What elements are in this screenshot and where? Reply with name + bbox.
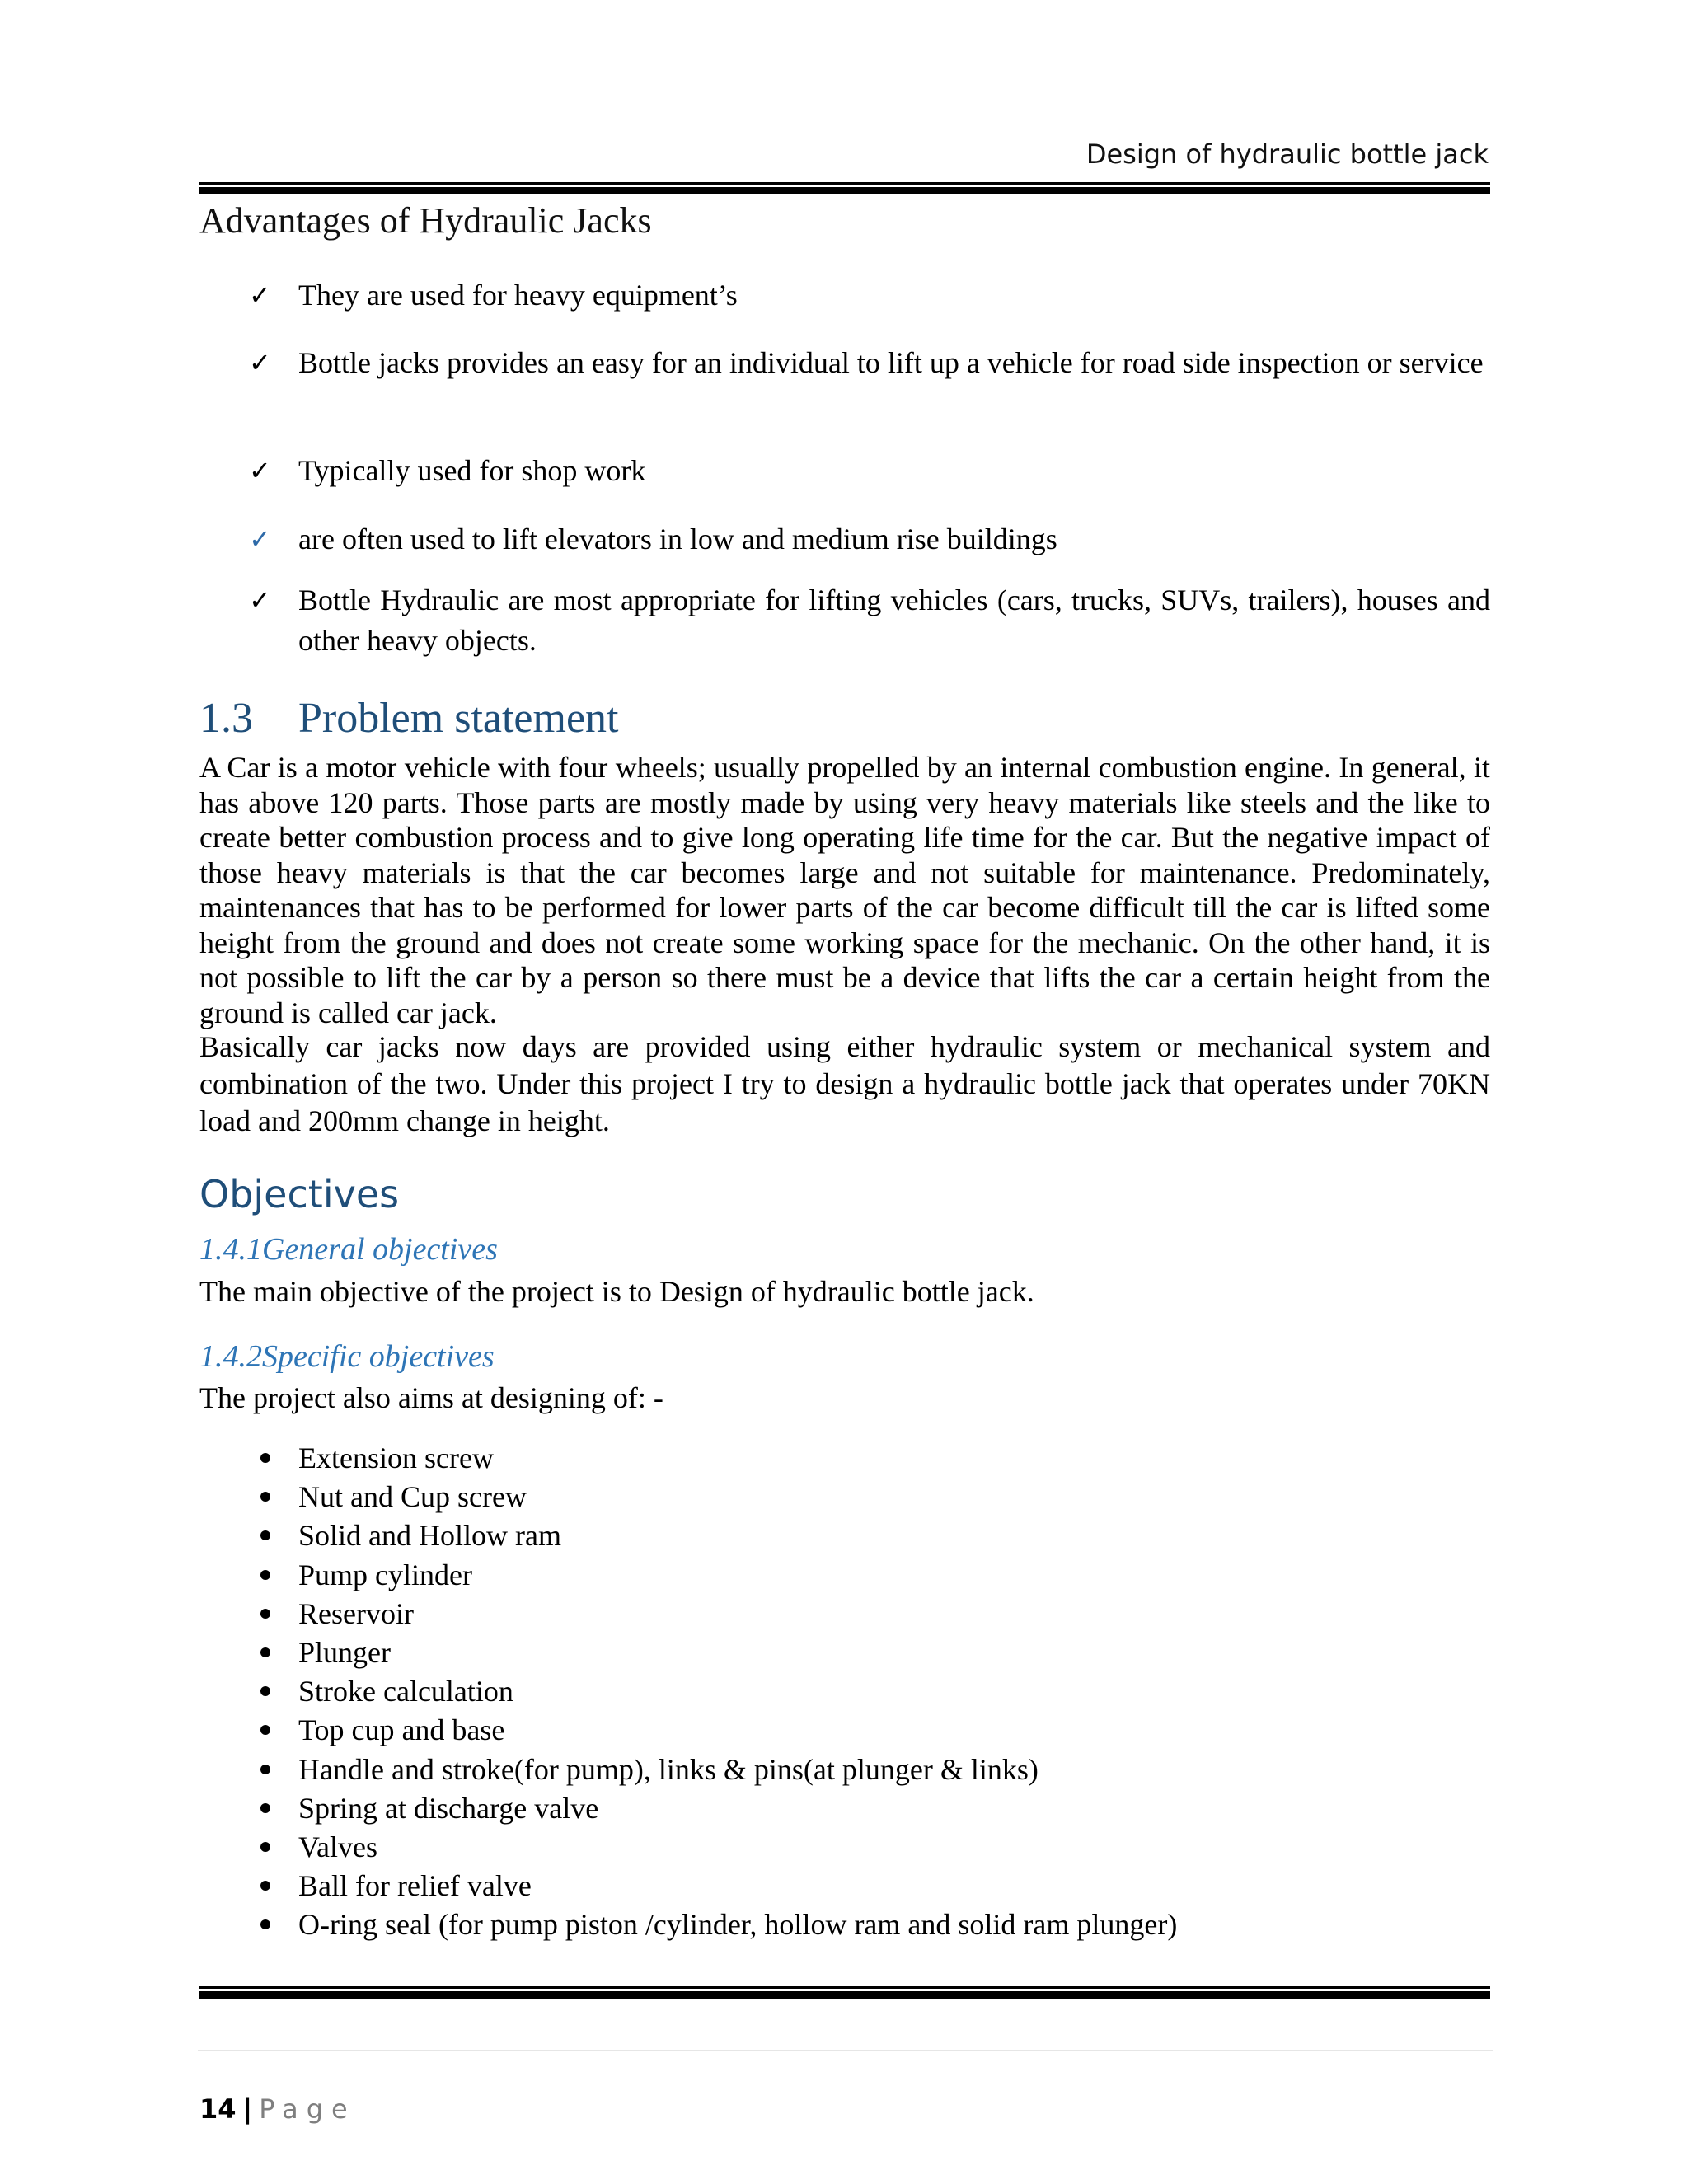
list-item: Solid and Hollow ram	[260, 1516, 1177, 1555]
list-item: Valves	[260, 1828, 1177, 1867]
list-item: Extension screw	[260, 1439, 1177, 1478]
general-objectives-text: The main objective of the project is to Design of hydraulic bottle jack.	[199, 1275, 1034, 1308]
checkmark-icon: ✓	[249, 523, 271, 555]
list-item: Ball for relief valve	[260, 1867, 1177, 1905]
bullet-icon	[260, 1842, 270, 1852]
header-rule-thick	[199, 187, 1490, 194]
specific-objectives-heading: 1.4.2Specific objectives	[199, 1339, 495, 1374]
checkmark-icon: ✓	[249, 279, 271, 311]
bullet-icon	[260, 1765, 270, 1774]
bullet-icon	[260, 1647, 270, 1657]
section-number: 1.3	[199, 695, 253, 742]
footer-rule-thick	[199, 1991, 1490, 1999]
list-item: Reservoir	[260, 1595, 1177, 1633]
bullet-icon	[260, 1530, 270, 1540]
running-header: Design of hydraulic bottle jack	[1085, 138, 1489, 170]
list-item: Spring at discharge valve	[260, 1789, 1177, 1828]
problem-statement-heading	[199, 694, 618, 743]
section-title: Problem statement	[298, 695, 619, 742]
page-number: 14	[199, 2093, 237, 2125]
list-item: Nut and Cup screw	[260, 1478, 1177, 1516]
specific-objectives-intro: The project also aims at designing of: -	[199, 1381, 663, 1414]
checkmark-icon: ✓	[249, 347, 271, 378]
bullet-icon	[260, 1570, 270, 1580]
checkmark-icon: ✓	[249, 584, 271, 616]
footer-separator: |	[242, 2093, 253, 2125]
footer-divider	[198, 2050, 1493, 2051]
list-item: Top cup and base	[260, 1711, 1177, 1750]
list-item: O-ring seal (for pump piston /cylinder, hollow ram and solid ram plunger)	[260, 1905, 1177, 1944]
list-item: Handle and stroke(for pump), links & pins(at plunger & links)	[260, 1750, 1177, 1789]
list-item: Stroke calculation	[260, 1672, 1177, 1711]
bullet-icon	[260, 1725, 270, 1735]
advantage-item: ✓ are often used to lift elevators in low and medium rise buildings	[249, 519, 1490, 560]
bullet-icon	[260, 1686, 270, 1696]
bullet-icon	[260, 1803, 270, 1813]
bullet-icon	[260, 1609, 270, 1619]
problem-paragraph-2: Basically car jacks now days are provided using either hydraulic system or mechanical system and combination of the two. Under this project I try to design a hydraulic bottle jack that operates under 70KN load and 200mm change in height.	[199, 1030, 1490, 1137]
objectives-heading: Objectives	[199, 1172, 400, 1216]
advantages-heading: Advantages of Hydraulic Jacks	[199, 200, 652, 241]
bullet-icon	[260, 1919, 270, 1929]
advantage-item: ✓ Typically used for shop work	[249, 451, 1490, 491]
footer-rule-thin	[199, 1986, 1490, 1989]
list-item: Plunger	[260, 1633, 1177, 1672]
header-rule-thin	[199, 182, 1490, 185]
list-item: Pump cylinder	[260, 1556, 1177, 1595]
bullet-icon	[260, 1881, 270, 1891]
checkmark-icon: ✓	[249, 455, 271, 486]
advantage-item: ✓ Bottle jacks provides an easy for an individual to lift up a vehicle for road side inspection or service	[249, 343, 1490, 383]
page-label: Page	[259, 2093, 356, 2125]
page-footer	[199, 2093, 356, 2125]
specific-objectives-list	[260, 1439, 1177, 1945]
advantage-item: ✓ They are used for heavy equipment’s	[249, 275, 1490, 316]
problem-paragraph-1: A Car is a motor vehicle with four wheels; usually propelled by an internal combustion engine. In general, it has above 120 parts. Those parts are mostly made by using very heavy materials like steels and the like to create better combustion process and to give long operating life time for the car. But the negative impact of those heavy materials is that the car becomes large and not suitable for maintenance. Predominately, maintenances that has to be performed for lower parts of the car become difficult till the car is lifted some height from the ground and does not create some working space for the mechanic. On the other hand, it is not possible to lift the car by a person so there must be a device that lifts the car a certain height from the ground is called car jack.	[199, 751, 1490, 1029]
bullet-icon	[260, 1453, 270, 1463]
general-objectives-heading: 1.4.1General objectives	[199, 1232, 498, 1267]
bullet-icon	[260, 1492, 270, 1502]
advantage-item: ✓ Bottle Hydraulic are most appropriate for lifting vehicles (cars, trucks, SUVs, trailers), houses and other heavy objects.	[249, 580, 1490, 661]
